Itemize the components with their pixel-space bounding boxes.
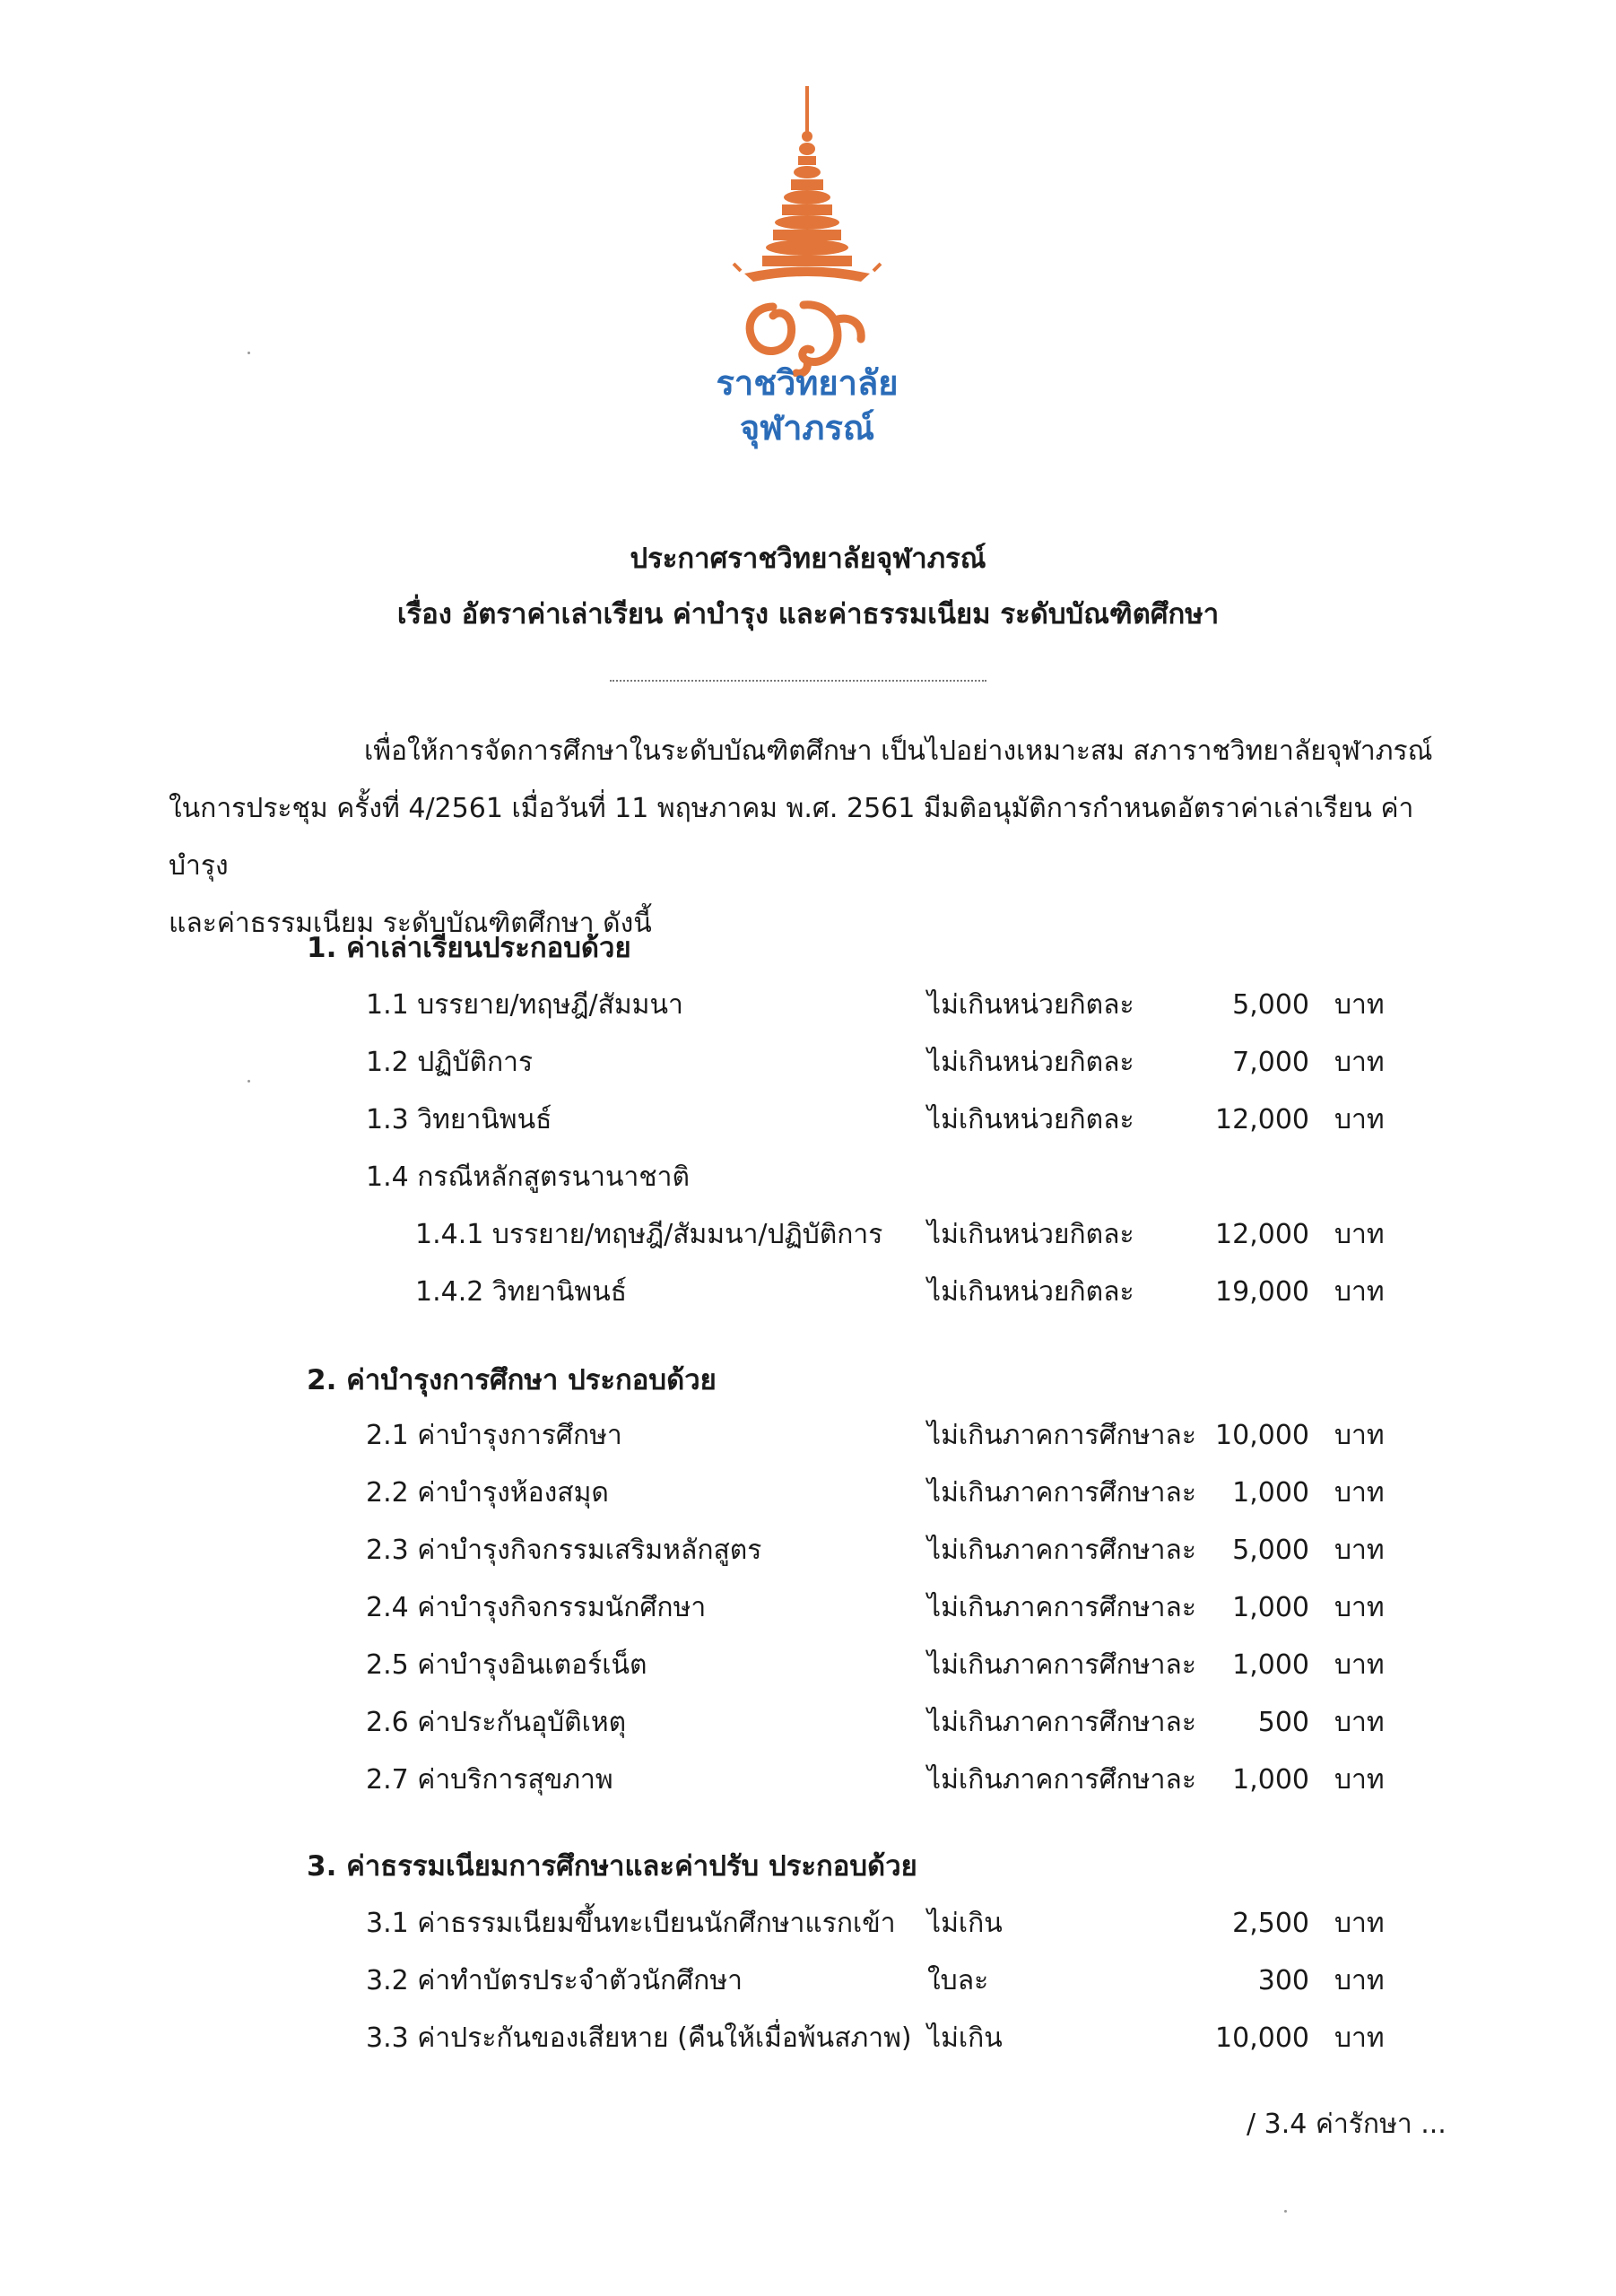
fee-unit: บาท xyxy=(1334,1908,1385,1939)
fee-label: 3.3 ค่าประกันของเสียหาย (คืนให้เมื่อพ้นสภาพ) xyxy=(366,2022,912,2054)
section-2-title: 2. ค่าบำรุงการศึกษา ประกอบด้วย xyxy=(307,1364,717,1396)
fee-unit: บาท xyxy=(1334,1104,1385,1135)
scan-speck xyxy=(1284,2210,1287,2213)
fee-label: 2.6 ค่าประกันอุบัติเหตุ xyxy=(366,1707,627,1738)
fee-row xyxy=(0,2018,1616,2059)
fee-condition: ไม่เกิน xyxy=(927,1908,1003,1939)
fee-unit: บาท xyxy=(1334,1592,1385,1623)
fee-unit: บาท xyxy=(1334,1707,1385,1738)
fee-condition: ไม่เกิน xyxy=(927,2022,1003,2054)
section-1-title: 1. ค่าเล่าเรียนประกอบด้วย xyxy=(307,932,631,964)
fee-row xyxy=(0,1530,1616,1571)
fee-label: 1.4 กรณีหลักสูตรนานาชาติ xyxy=(366,1161,690,1193)
fee-row xyxy=(0,985,1616,1026)
fee-unit: บาท xyxy=(1334,1649,1385,1681)
fee-label: 2.4 ค่าบำรุงกิจกรรมนักศึกษา xyxy=(366,1592,707,1623)
fee-condition: ใบละ xyxy=(927,1965,989,1996)
fee-condition: ไม่เกินหน่วยกิตละ xyxy=(927,989,1134,1021)
fee-label: 1.1 บรรยาย/ทฤษฎี/สัมมนา xyxy=(366,989,683,1021)
fee-label: 1.2 ปฏิบัติการ xyxy=(366,1047,534,1078)
fee-condition: ไม่เกินภาคการศึกษาละ xyxy=(927,1592,1196,1623)
logo-text-line2: จุฬาภรณ์ xyxy=(739,408,875,448)
fee-condition: ไม่เกินภาคการศึกษาละ xyxy=(927,1707,1196,1738)
fee-label: 2.2 ค่าบำรุงห้องสมุด xyxy=(366,1477,609,1509)
fee-unit: บาท xyxy=(1334,1219,1385,1250)
fee-row xyxy=(0,1157,1616,1198)
fee-amount: 19,000 xyxy=(1215,1276,1309,1308)
fee-row xyxy=(0,1961,1616,2002)
fee-unit: บาท xyxy=(1334,2022,1385,2054)
fee-amount: 12,000 xyxy=(1215,1104,1309,1135)
fee-label: 2.7 ค่าบริการสุขภาพ xyxy=(366,1764,613,1796)
fee-condition: ไม่เกินหน่วยกิตละ xyxy=(927,1104,1134,1135)
fee-amount: 300 xyxy=(1257,1965,1309,1996)
fee-unit: บาท xyxy=(1334,1965,1385,1996)
fee-row xyxy=(0,1903,1616,1944)
fee-amount: 1,000 xyxy=(1232,1649,1309,1681)
fee-row xyxy=(0,1760,1616,1801)
fee-amount: 5,000 xyxy=(1232,1535,1309,1566)
fee-row xyxy=(0,1272,1616,1313)
fee-condition: ไม่เกินภาคการศึกษาละ xyxy=(927,1649,1196,1681)
announcement-subject: เรื่อง อัตราค่าเล่าเรียน ค่าบำรุง และค่าธรรมเนียม ระดับบัณฑิตศึกษา xyxy=(396,598,1220,631)
fee-condition: ไม่เกินภาคการศึกษาละ xyxy=(927,1535,1196,1566)
intro-line-1: เพื่อให้การจัดการศึกษาในระดับบัณฑิตศึกษา เป็นไปอย่างเหมาะสม สภาราชวิทยาลัยจุฬาภรณ์ xyxy=(364,735,1433,767)
fee-row xyxy=(0,1042,1616,1083)
continuation-note: / 3.4 ค่ารักษา ... xyxy=(1247,2109,1447,2140)
fee-unit: บาท xyxy=(1334,989,1385,1021)
fee-amount: 7,000 xyxy=(1232,1047,1309,1078)
fee-unit: บาท xyxy=(1334,1535,1385,1566)
intro-paragraph xyxy=(169,723,1460,952)
fee-label: 1.4.2 วิทยานิพนธ์ xyxy=(415,1276,628,1308)
fee-amount: 500 xyxy=(1257,1707,1309,1738)
fee-label: 1.4.1 บรรยาย/ทฤษฎี/สัมมนา/ปฏิบัติการ xyxy=(415,1219,883,1250)
fee-amount: 1,000 xyxy=(1232,1764,1309,1796)
fee-amount: 1,000 xyxy=(1232,1477,1309,1509)
dotted-divider xyxy=(610,680,986,682)
fee-amount: 12,000 xyxy=(1215,1219,1309,1250)
fee-label: 2.1 ค่าบำรุงการศึกษา xyxy=(366,1420,622,1451)
logo-text-line1: ราชวิทยาลัย xyxy=(716,363,899,403)
fee-unit: บาท xyxy=(1334,1420,1385,1451)
fee-condition: ไม่เกินหน่วยกิตละ xyxy=(927,1219,1134,1250)
fee-unit: บาท xyxy=(1334,1477,1385,1509)
fee-amount: 5,000 xyxy=(1232,989,1309,1021)
fee-row xyxy=(0,1214,1616,1256)
fee-condition: ไม่เกินภาคการศึกษาละ xyxy=(927,1420,1196,1451)
fee-row xyxy=(0,1415,1616,1457)
fee-label: 2.5 ค่าบำรุงอินเตอร์เน็ต xyxy=(366,1649,647,1681)
fee-label: 2.3 ค่าบำรุงกิจกรรมเสริมหลักสูตร xyxy=(366,1535,762,1566)
fee-unit: บาท xyxy=(1334,1047,1385,1078)
fee-amount: 10,000 xyxy=(1215,1420,1309,1451)
fee-amount: 1,000 xyxy=(1232,1592,1309,1623)
fee-row xyxy=(0,1100,1616,1141)
fee-row xyxy=(0,1473,1616,1514)
fee-condition: ไม่เกินภาคการศึกษาละ xyxy=(927,1477,1196,1509)
fee-label: 1.3 วิทยานิพนธ์ xyxy=(366,1104,552,1135)
chedi-emblem-icon xyxy=(717,81,897,377)
fee-unit: บาท xyxy=(1334,1276,1385,1308)
fee-condition: ไม่เกินหน่วยกิตละ xyxy=(927,1276,1134,1308)
fee-row xyxy=(0,1587,1616,1629)
fee-amount: 10,000 xyxy=(1215,2022,1309,2054)
fee-row xyxy=(0,1702,1616,1744)
fee-label: 3.2 ค่าทำบัตรประจำตัวนักศึกษา xyxy=(366,1965,743,1996)
fee-row xyxy=(0,1645,1616,1686)
fee-condition: ไม่เกินหน่วยกิตละ xyxy=(927,1047,1134,1078)
fee-condition: ไม่เกินภาคการศึกษาละ xyxy=(927,1764,1196,1796)
intro-line-3: และค่าธรรมเนียม ระดับบัณฑิตศึกษา ดังนี้ xyxy=(169,908,652,939)
fee-amount: 2,500 xyxy=(1232,1908,1309,1939)
announcement-title: ประกาศราชวิทยาลัยจุฬาภรณ์ xyxy=(630,543,986,575)
intro-line-2: ในการประชุม ครั้งที่ 4/2561 เมื่อวันที่ 11 พฤษภาคม พ.ศ. 2561 มีมติอนุมัติการกำหนดอัตราค่าเล่าเรียน ค่าบำรุง xyxy=(169,793,1414,882)
scan-speck xyxy=(248,1080,250,1083)
section-3-title: 3. ค่าธรรมเนียมการศึกษาและค่าปรับ ประกอบด้วย xyxy=(307,1850,917,1883)
scan-speck xyxy=(248,352,250,354)
fee-unit: บาท xyxy=(1334,1764,1385,1796)
fee-label: 3.1 ค่าธรรมเนียมขึ้นทะเบียนนักศึกษาแรกเข้า xyxy=(366,1908,896,1939)
